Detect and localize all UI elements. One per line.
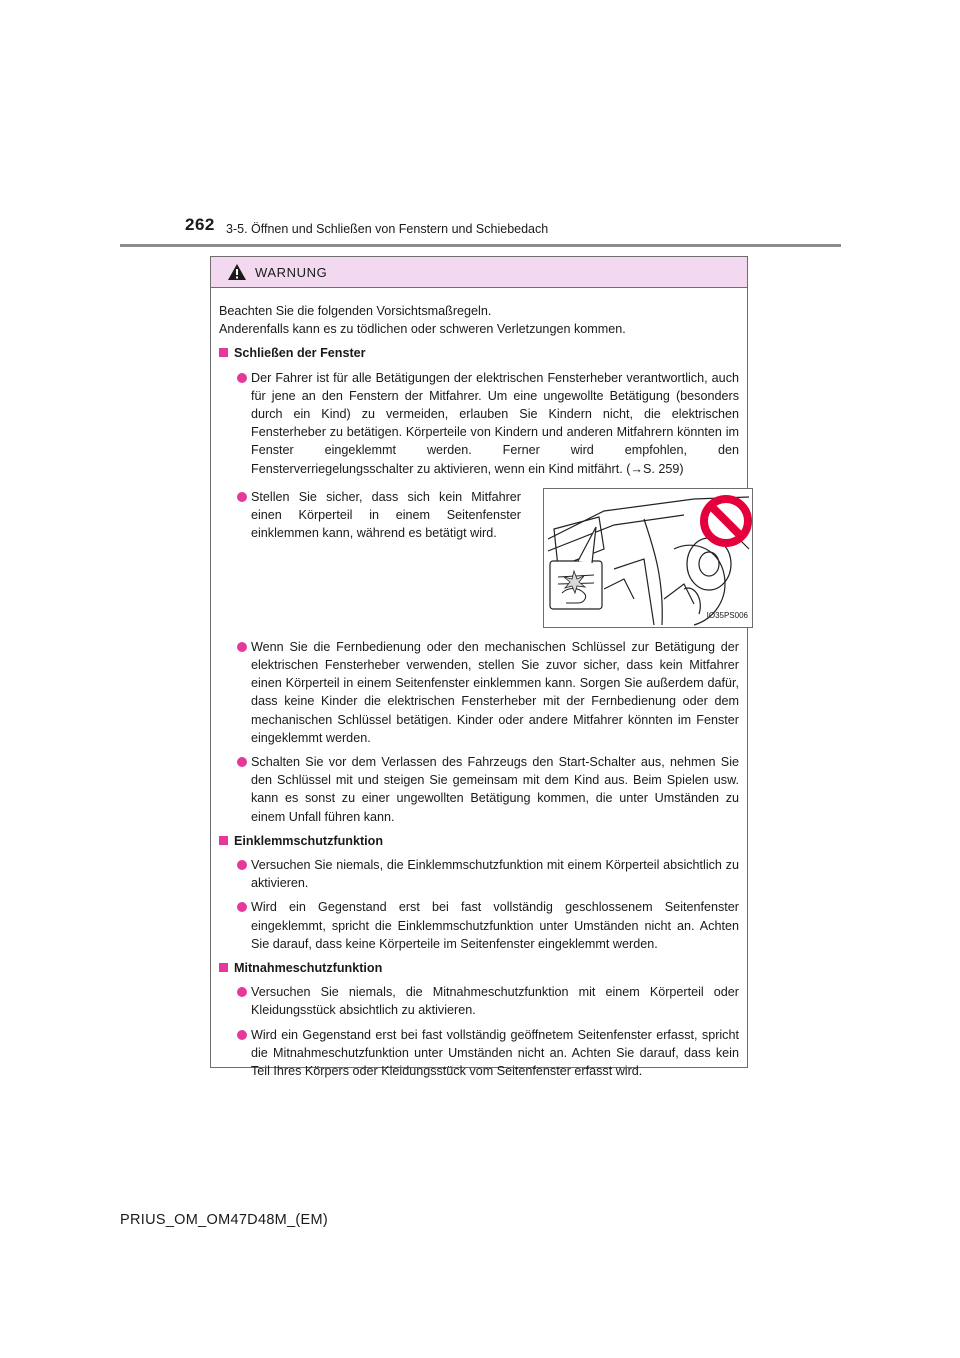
square-bullet-icon [219,348,228,357]
section-heading-mitnahmeschutz [219,959,739,977]
bullet-text: Der Fahrer ist für alle Betätigungen der elektrischen Fensterheber verantwortlich, auch für jene an den Fenstern der Mitfahrer. Um eine ungewollte Betätigung (besonders durch ein Kind) zu vermeiden, erlauben Sie Kindern nicht, die elektrischen Fensterheber zu betätigen. Körperteile von Kindern und anderen Mitfahrern könnten im Fenster eingeklemmt werden. Ferner wird empfohlen, den Fensterverriegelungsschalter zu aktivieren, wenn ein Kind mitfährt. (→S. 259) [251,370,739,476]
bullet-text: Schalten Sie vor dem Verlassen des Fahrzeugs den Start-Schalter aus, nehmen Sie den Schlüssel mit und steigen Sie gemeinsam mit dem Kind aus. Beim Spielen usw. kann es sonst zu einer ungewollten Betätigung kommen, die unter Umständen zu einem Unfall führen kann. [251,755,739,824]
bullet-dot-icon [237,642,247,652]
square-bullet-icon [219,836,228,845]
warning-title: WARNUNG [255,264,328,280]
bullet-dot-icon [237,902,247,912]
bullet-text: Versuchen Sie niemals, die Einklemmschutzfunktion mit einem Körperteil absichtlich zu aktivieren. [251,858,739,891]
figure-code: IO35PS006 [706,610,748,620]
header-rule [120,244,841,247]
bullet-dot-icon [237,373,247,383]
square-bullet-icon [219,963,228,972]
intro-line: Beachten Sie die folgenden Vorsichtsmaßregeln. [219,304,492,318]
page-number: 262 [185,215,215,234]
bullet-item [219,856,739,892]
warning-box [210,256,748,1079]
section-heading-schliessen [219,344,739,362]
section-heading-text: Einklemmschutzfunktion [234,833,384,848]
bullet-dot-icon [237,757,247,767]
bullet-dot-icon [237,860,247,870]
document-id-footer: PRIUS_OM_OM47D48M_(EM) [120,1212,329,1228]
bullet-item [219,898,739,953]
bullet-text: Wenn Sie die Fernbedienung oder den mechanischen Schlüssel zur Betätigung der elektrischen Fensterheber verwenden, stellen Sie zuvor sicher, dass kein Mitfahrer einen Körperteil in einem Seitenfenster einklemmen kann. Sorgen Sie außerdem dafür, dass keine Kinder die elektrischen Fensterheber mit der Fernbedienung oder dem mechanischen Schlüssel betätigen. Kinder oder andere Mitfahrer könnten im Fenster eingeklemmt werden. [251,639,739,745]
bullet-dot-icon [237,1030,247,1040]
warning-triangle-icon [227,263,247,281]
bullet-item [219,638,739,747]
section-heading-einklemmschutz [219,832,739,850]
bullet-text: Wird ein Gegenstand erst bei fast vollständig geöffnetem Seitenfenster erfasst, spricht die Mitnahmeschutzfunktion unter Umständen nicht an. Achten Sie darauf, dass kein Teil Ihres Körpers oder Kleidungsstück vom Seitenfenster erfasst wird. [251,1027,739,1079]
warning-intro [219,302,739,338]
warning-body [211,288,747,1080]
bullet-dot-icon [237,987,247,997]
warning-header [211,257,747,288]
bullet-text: Versuchen Sie niemals, die Mitnahmeschutzfunktion mit einem Körperteil oder Kleidungsstück absichtlich zu aktivieren. [251,985,739,1018]
intro-line: Anderenfalls kann es zu tödlichen oder schweren Verletzungen kommen. [219,322,626,337]
bullet-item [219,753,739,826]
bullet-text: Stellen Sie sicher, dass sich kein Mitfahrer einen Körperteil in einem Seitenfenster einklemmen kann, während es betätigt wird. [251,489,521,541]
bullet-item [219,983,739,1019]
bullet-text: Wird ein Gegenstand erst bei fast vollständig geschlossenem Seitenfenster eingeklemmt, spricht die Einklemmschutzfunktion unter Umständen nicht an. Achten Sie darauf, dass keine Körperteile im Seitenfenster eingeklemmt werden. [251,900,739,951]
section-title: 3-5. Öffnen und Schließen von Fenstern und Schiebedach [226,222,549,236]
bullet-item [219,488,521,543]
illustration-window-pinch [543,488,753,628]
section-heading-text: Schließen der Fenster [234,346,366,361]
bullet-item [219,369,739,478]
bullet-dot-icon [237,492,247,502]
section-heading-text: Mitnahmeschutzfunktion [234,961,383,976]
bullet-item [219,1026,739,1081]
figure-row [219,488,748,628]
